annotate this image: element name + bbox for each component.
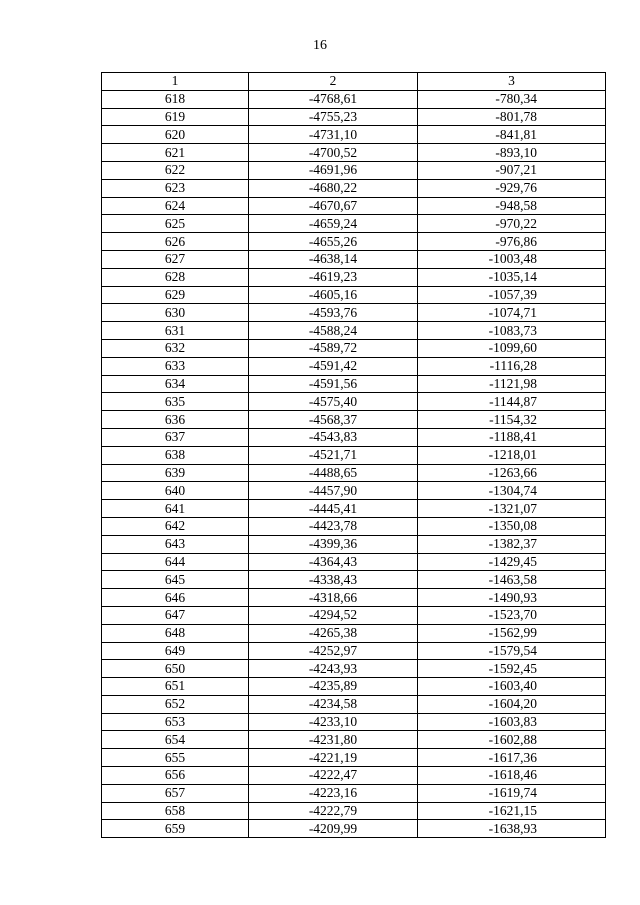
table-row [102, 357, 606, 375]
cell-coordinate-y: -1638,93 [418, 820, 606, 838]
table-row [102, 571, 606, 589]
cell-coordinate-y: -970,22 [418, 215, 606, 233]
cell-coordinate-y: -1304,74 [418, 482, 606, 500]
cell-coordinate-x: -4670,67 [249, 197, 418, 215]
table-row [102, 215, 606, 233]
cell-coordinate-x: -4591,42 [249, 357, 418, 375]
cell-coordinate-x: -4445,41 [249, 500, 418, 518]
cell-coordinate-y: -1035,14 [418, 268, 606, 286]
cell-point-number: 655 [102, 749, 249, 767]
cell-coordinate-x: -4568,37 [249, 411, 418, 429]
cell-coordinate-y: -1074,71 [418, 304, 606, 322]
cell-point-number: 642 [102, 517, 249, 535]
table-row [102, 820, 606, 838]
coordinates-table [101, 72, 606, 838]
cell-coordinate-x: -4659,24 [249, 215, 418, 233]
cell-point-number: 625 [102, 215, 249, 233]
cell-coordinate-y: -1604,20 [418, 695, 606, 713]
table-row [102, 589, 606, 607]
cell-coordinate-x: -4700,52 [249, 144, 418, 162]
table-row [102, 197, 606, 215]
cell-coordinate-y: -841,81 [418, 126, 606, 144]
cell-coordinate-y: -929,76 [418, 179, 606, 197]
table-row [102, 749, 606, 767]
cell-coordinate-y: -907,21 [418, 161, 606, 179]
cell-point-number: 644 [102, 553, 249, 571]
cell-coordinate-y: -1350,08 [418, 517, 606, 535]
cell-point-number: 626 [102, 233, 249, 251]
table-row [102, 126, 606, 144]
cell-coordinate-y: -1188,41 [418, 428, 606, 446]
cell-coordinate-y: -1144,87 [418, 393, 606, 411]
cell-coordinate-x: -4731,10 [249, 126, 418, 144]
cell-coordinate-y: -1099,60 [418, 339, 606, 357]
table-row [102, 268, 606, 286]
cell-coordinate-x: -4605,16 [249, 286, 418, 304]
table-row [102, 464, 606, 482]
cell-point-number: 622 [102, 161, 249, 179]
cell-point-number: 632 [102, 339, 249, 357]
cell-point-number: 648 [102, 624, 249, 642]
cell-point-number: 638 [102, 446, 249, 464]
cell-coordinate-y: -1218,01 [418, 446, 606, 464]
cell-point-number: 623 [102, 179, 249, 197]
cell-coordinate-y: -1602,88 [418, 731, 606, 749]
cell-coordinate-y: -1116,28 [418, 357, 606, 375]
cell-coordinate-y: -893,10 [418, 144, 606, 162]
cell-point-number: 631 [102, 322, 249, 340]
cell-coordinate-x: -4233,10 [249, 713, 418, 731]
cell-coordinate-x: -4638,14 [249, 250, 418, 268]
cell-point-number: 630 [102, 304, 249, 322]
cell-point-number: 620 [102, 126, 249, 144]
cell-coordinate-y: -1603,83 [418, 713, 606, 731]
cell-coordinate-x: -4589,72 [249, 339, 418, 357]
cell-coordinate-x: -4364,43 [249, 553, 418, 571]
cell-point-number: 659 [102, 820, 249, 838]
cell-coordinate-y: -1121,98 [418, 375, 606, 393]
cell-coordinate-y: -1429,45 [418, 553, 606, 571]
cell-coordinate-y: -1057,39 [418, 286, 606, 304]
table-row [102, 500, 606, 518]
table-row [102, 446, 606, 464]
table-row [102, 678, 606, 696]
cell-point-number: 646 [102, 589, 249, 607]
header-row [102, 73, 606, 91]
cell-coordinate-y: -1621,15 [418, 802, 606, 820]
cell-coordinate-y: -801,78 [418, 108, 606, 126]
table-row [102, 250, 606, 268]
cell-coordinate-x: -4338,43 [249, 571, 418, 589]
table-row [102, 606, 606, 624]
cell-coordinate-y: -1523,70 [418, 606, 606, 624]
table-row [102, 517, 606, 535]
cell-coordinate-x: -4399,36 [249, 535, 418, 553]
cell-coordinate-x: -4222,47 [249, 767, 418, 785]
cell-point-number: 656 [102, 767, 249, 785]
cell-coordinate-x: -4691,96 [249, 161, 418, 179]
table-row [102, 695, 606, 713]
cell-coordinate-x: -4575,40 [249, 393, 418, 411]
cell-coordinate-x: -4222,79 [249, 802, 418, 820]
table-row [102, 304, 606, 322]
cell-coordinate-y: -976,86 [418, 233, 606, 251]
cell-point-number: 635 [102, 393, 249, 411]
table-row [102, 179, 606, 197]
cell-coordinate-x: -4235,89 [249, 678, 418, 696]
cell-coordinate-x: -4223,16 [249, 784, 418, 802]
cell-coordinate-y: -1619,74 [418, 784, 606, 802]
cell-point-number: 637 [102, 428, 249, 446]
cell-point-number: 639 [102, 464, 249, 482]
cell-coordinate-y: -1490,93 [418, 589, 606, 607]
cell-coordinate-x: -4209,99 [249, 820, 418, 838]
cell-coordinate-x: -4231,80 [249, 731, 418, 749]
cell-coordinate-y: -1382,37 [418, 535, 606, 553]
cell-coordinate-x: -4588,24 [249, 322, 418, 340]
table-row [102, 339, 606, 357]
cell-coordinate-x: -4655,26 [249, 233, 418, 251]
cell-coordinate-x: -4221,19 [249, 749, 418, 767]
cell-coordinate-y: -1463,58 [418, 571, 606, 589]
cell-coordinate-x: -4252,97 [249, 642, 418, 660]
table-body [102, 90, 606, 837]
table-row [102, 375, 606, 393]
table-row [102, 767, 606, 785]
table-row [102, 322, 606, 340]
cell-coordinate-x: -4243,93 [249, 660, 418, 678]
table-row [102, 233, 606, 251]
cell-coordinate-x: -4591,56 [249, 375, 418, 393]
table-row [102, 108, 606, 126]
cell-point-number: 633 [102, 357, 249, 375]
page-number: 16 [313, 38, 327, 53]
cell-point-number: 645 [102, 571, 249, 589]
cell-coordinate-x: -4521,71 [249, 446, 418, 464]
table-row [102, 161, 606, 179]
cell-point-number: 643 [102, 535, 249, 553]
cell-coordinate-y: -1562,99 [418, 624, 606, 642]
table-row [102, 535, 606, 553]
table-row [102, 660, 606, 678]
cell-coordinate-y: -1618,46 [418, 767, 606, 785]
table-row [102, 90, 606, 108]
cell-point-number: 649 [102, 642, 249, 660]
cell-coordinate-y: -1617,36 [418, 749, 606, 767]
cell-coordinate-y: -780,34 [418, 90, 606, 108]
table-row [102, 428, 606, 446]
cell-point-number: 652 [102, 695, 249, 713]
table-row [102, 482, 606, 500]
cell-coordinate-x: -4457,90 [249, 482, 418, 500]
table-row [102, 286, 606, 304]
column-header-2: 2 [249, 73, 418, 91]
cell-point-number: 618 [102, 90, 249, 108]
cell-coordinate-x: -4318,66 [249, 589, 418, 607]
cell-coordinate-y: -1603,40 [418, 678, 606, 696]
cell-coordinate-x: -4680,22 [249, 179, 418, 197]
cell-point-number: 640 [102, 482, 249, 500]
cell-coordinate-x: -4543,83 [249, 428, 418, 446]
cell-point-number: 654 [102, 731, 249, 749]
table-row [102, 624, 606, 642]
cell-coordinate-x: -4768,61 [249, 90, 418, 108]
cell-point-number: 650 [102, 660, 249, 678]
cell-point-number: 658 [102, 802, 249, 820]
cell-point-number: 634 [102, 375, 249, 393]
cell-coordinate-x: -4423,78 [249, 517, 418, 535]
cell-point-number: 657 [102, 784, 249, 802]
cell-coordinate-x: -4619,23 [249, 268, 418, 286]
cell-coordinate-x: -4265,38 [249, 624, 418, 642]
table-header [102, 73, 606, 91]
cell-coordinate-y: -1154,32 [418, 411, 606, 429]
cell-point-number: 629 [102, 286, 249, 304]
cell-coordinate-y: -1083,73 [418, 322, 606, 340]
cell-coordinate-y: -1321,07 [418, 500, 606, 518]
cell-point-number: 647 [102, 606, 249, 624]
cell-point-number: 619 [102, 108, 249, 126]
table-row [102, 731, 606, 749]
table-row [102, 553, 606, 571]
cell-coordinate-x: -4294,52 [249, 606, 418, 624]
cell-coordinate-x: -4593,76 [249, 304, 418, 322]
cell-point-number: 627 [102, 250, 249, 268]
cell-coordinate-x: -4488,65 [249, 464, 418, 482]
cell-point-number: 628 [102, 268, 249, 286]
table-row [102, 642, 606, 660]
cell-point-number: 653 [102, 713, 249, 731]
column-header-3: 3 [418, 73, 606, 91]
table-row [102, 393, 606, 411]
cell-point-number: 651 [102, 678, 249, 696]
cell-coordinate-x: -4234,58 [249, 695, 418, 713]
cell-point-number: 621 [102, 144, 249, 162]
cell-coordinate-y: -1579,54 [418, 642, 606, 660]
cell-coordinate-y: -1003,48 [418, 250, 606, 268]
cell-point-number: 636 [102, 411, 249, 429]
cell-coordinate-x: -4755,23 [249, 108, 418, 126]
table-row [102, 784, 606, 802]
cell-point-number: 624 [102, 197, 249, 215]
column-header-1: 1 [102, 73, 249, 91]
table-row [102, 144, 606, 162]
cell-coordinate-y: -1592,45 [418, 660, 606, 678]
cell-coordinate-y: -948,58 [418, 197, 606, 215]
table-row [102, 411, 606, 429]
cell-point-number: 641 [102, 500, 249, 518]
table-row [102, 802, 606, 820]
cell-coordinate-y: -1263,66 [418, 464, 606, 482]
table-row [102, 713, 606, 731]
